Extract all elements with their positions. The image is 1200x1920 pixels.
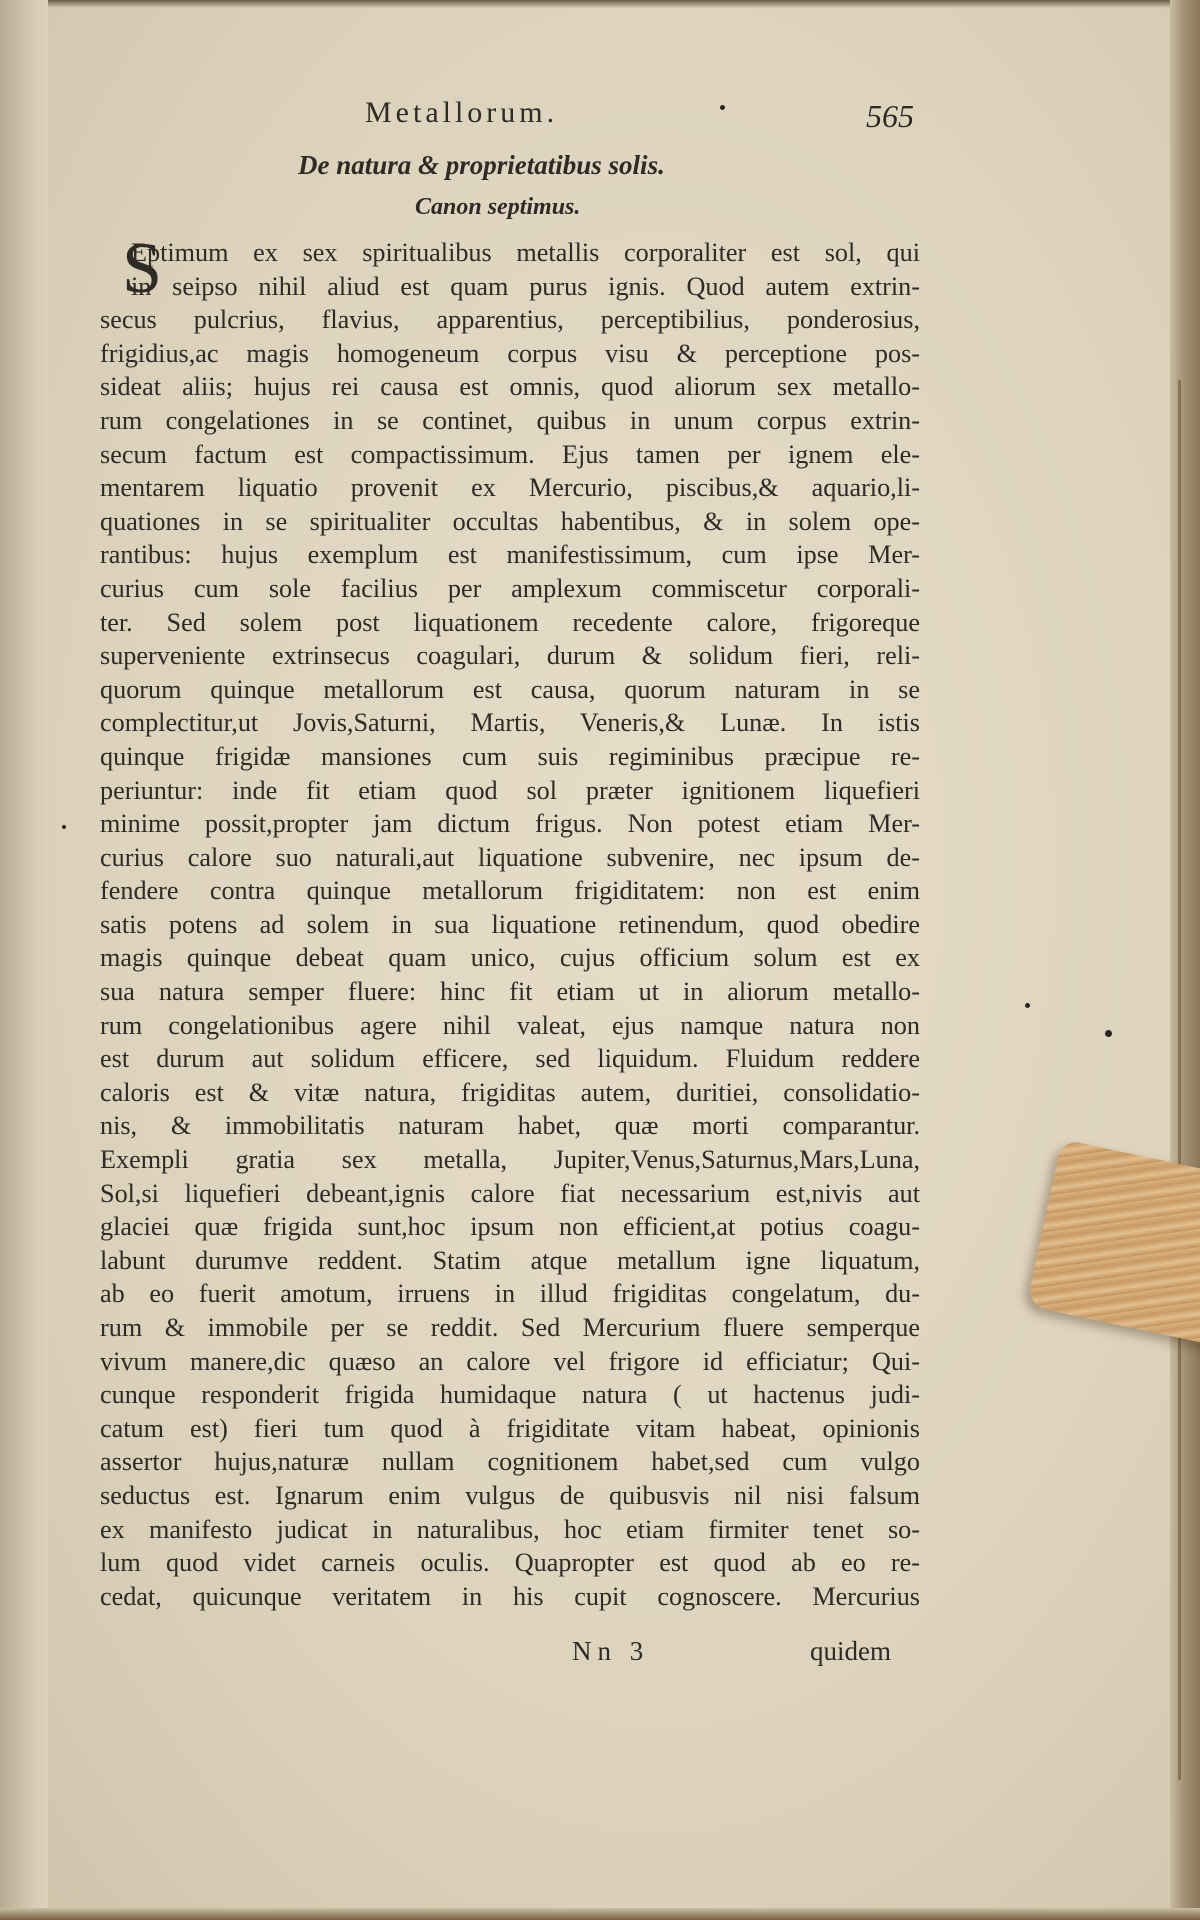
ink-speck xyxy=(720,105,725,110)
text-line: curius calore suo naturali,aut liquatione subvenire, nec ipsum de- xyxy=(100,842,920,872)
text-line: vivum manere,dic quæso an calore vel frigore id efficiatur; Qui- xyxy=(100,1346,920,1376)
canon-heading: Canon septimus. xyxy=(415,194,581,220)
bleed-through-mark xyxy=(2,100,36,110)
page-top-edge xyxy=(40,0,1200,8)
text-line: sideat aliis; hujus rei causa est omnis, quod aliorum sex metallo- xyxy=(100,372,920,402)
text-line: ex manifesto judicat in naturalibus, hoc etiam firmiter tenet so- xyxy=(100,1514,920,1544)
catchword: quidem xyxy=(810,1636,891,1666)
text-line: cedat, quicunque veritatem in his cupit cognoscere. Mercurius xyxy=(100,1581,920,1611)
text-line: minime possit,propter jam dictum frigus. Non potest etiam Mer- xyxy=(100,809,920,839)
text-line: magis quinque debeat quam unico, cujus officium solum est ex xyxy=(100,943,920,973)
text-line: quorum quinque metallorum est causa, quorum naturam in se xyxy=(100,674,920,704)
page-number: 565 xyxy=(866,98,914,134)
text-line: periuntur: inde fit etiam quod sol præter ignitionem liquefieri xyxy=(100,775,920,805)
text-line: assertor hujus,naturæ nullam cognitionem habet,sed cum vulgo xyxy=(100,1447,920,1477)
text-line: lum quod videt carneis oculis. Quapropter est quod ab eo re- xyxy=(100,1548,920,1578)
page-bottom-edge xyxy=(0,1908,1200,1920)
text-line: est durum aut solidum efficere, sed liquidum. Fluidum reddere xyxy=(100,1044,920,1074)
text-line: rantibus: hujus exemplum est manifestissimum, cum ipse Mer- xyxy=(100,540,920,570)
text-line: frigidius,ac magis homogeneum corpus visu & perceptione pos- xyxy=(100,338,920,368)
ink-speck xyxy=(62,825,66,829)
page-footer xyxy=(0,1636,1200,1672)
text-line: labunt durumve reddent. Statim atque metallum igne liquatum, xyxy=(100,1245,920,1275)
text-line: mentarem liquatio provenit ex Mercurio, piscibus,& aquario,li- xyxy=(100,473,920,503)
text-line: glaciei quæ frigida sunt,hoc ipsum non efficient,at potius coagu- xyxy=(100,1212,920,1242)
running-title: Metallorum. xyxy=(365,96,559,129)
text-line: caloris est & vitæ natura, frigiditas autem, duritiei, consolidatio- xyxy=(100,1077,920,1107)
ink-speck xyxy=(1025,1003,1030,1008)
signature-mark: Nn 3 xyxy=(572,1636,650,1666)
section-heading: De natura & proprietatibus solis. xyxy=(298,150,665,180)
text-line: Eptimum ex sex spiritualibus metallis corporaliter est sol, qui xyxy=(131,238,920,267)
wooden-book-rest xyxy=(1027,1139,1200,1347)
text-line: secus pulcrius, flavius, apparentius, perceptibilius, ponderosius, xyxy=(100,305,920,335)
text-line: rum congelationes in se continet, quibus in unum corpus extrin- xyxy=(100,405,920,435)
body-text xyxy=(100,228,920,1613)
text-line: rum congelationibus agere nihil valeat, ejus namque natura non xyxy=(100,1010,920,1040)
text-line: Sol,si liquefieri debeant,ignis calore fiat necessarium est,nivis aut xyxy=(100,1178,920,1208)
text-line: satis potens ad solem in sua liquatione retinendum, quod obedire xyxy=(100,909,920,939)
text-line: superveniente extrinsecus coagulari, durum & solidum fieri, reli- xyxy=(100,641,920,671)
page-gutter xyxy=(0,0,48,1920)
text-line: nis, & immobilitatis naturam habet, quæ morti comparantur. xyxy=(100,1111,920,1141)
text-line: sua natura semper fluere: hinc fit etiam ut in aliorum metallo- xyxy=(100,977,920,1007)
page-spine-edge xyxy=(1170,0,1200,1920)
text-line: secum factum est compactissimum. Ejus tamen per ignem ele- xyxy=(100,439,920,469)
text-line: Exempli gratia sex metalla, Jupiter,Venus,Saturnus,Mars,Luna, xyxy=(100,1145,920,1175)
text-line: curius cum sole facilius per amplexum commiscetur corporali- xyxy=(100,573,920,603)
text-line: ter. Sed solem post liquationem recedente calore, frigoreque xyxy=(100,607,920,637)
drop-cap: S xyxy=(122,228,163,308)
text-line: fendere contra quinque metallorum frigiditatem: non est enim xyxy=(100,876,920,906)
text-line: quationes in se spiritualiter occultas habentibus, & in solem ope- xyxy=(100,506,920,536)
text-line: ab eo fuerit amotum, irruens in illud frigiditas congelatum, du- xyxy=(100,1279,920,1309)
text-line: cunque responderit frigida humidaque natura ( ut hactenus judi- xyxy=(100,1380,920,1410)
text-line: quinque frigidæ mansiones cum suis regiminibus præcipue re- xyxy=(100,741,920,771)
text-line: rum & immobile per se reddit. Sed Mercurium fluere semperque xyxy=(100,1313,920,1342)
text-line: complectitur,ut Jovis,Saturni, Martis, Veneris,& Lunæ. In istis xyxy=(100,708,920,738)
text-line: catum est) fieri tum quod à frigiditate vitam habeat, opinionis xyxy=(100,1413,920,1443)
text-line: seductus est. Ignarum enim vulgus de quibusvis nil nisi falsum xyxy=(100,1480,920,1510)
text-line: in seipso nihil aliud est quam purus ignis. Quod autem extrin- xyxy=(131,271,920,301)
ink-speck xyxy=(1105,1030,1112,1037)
